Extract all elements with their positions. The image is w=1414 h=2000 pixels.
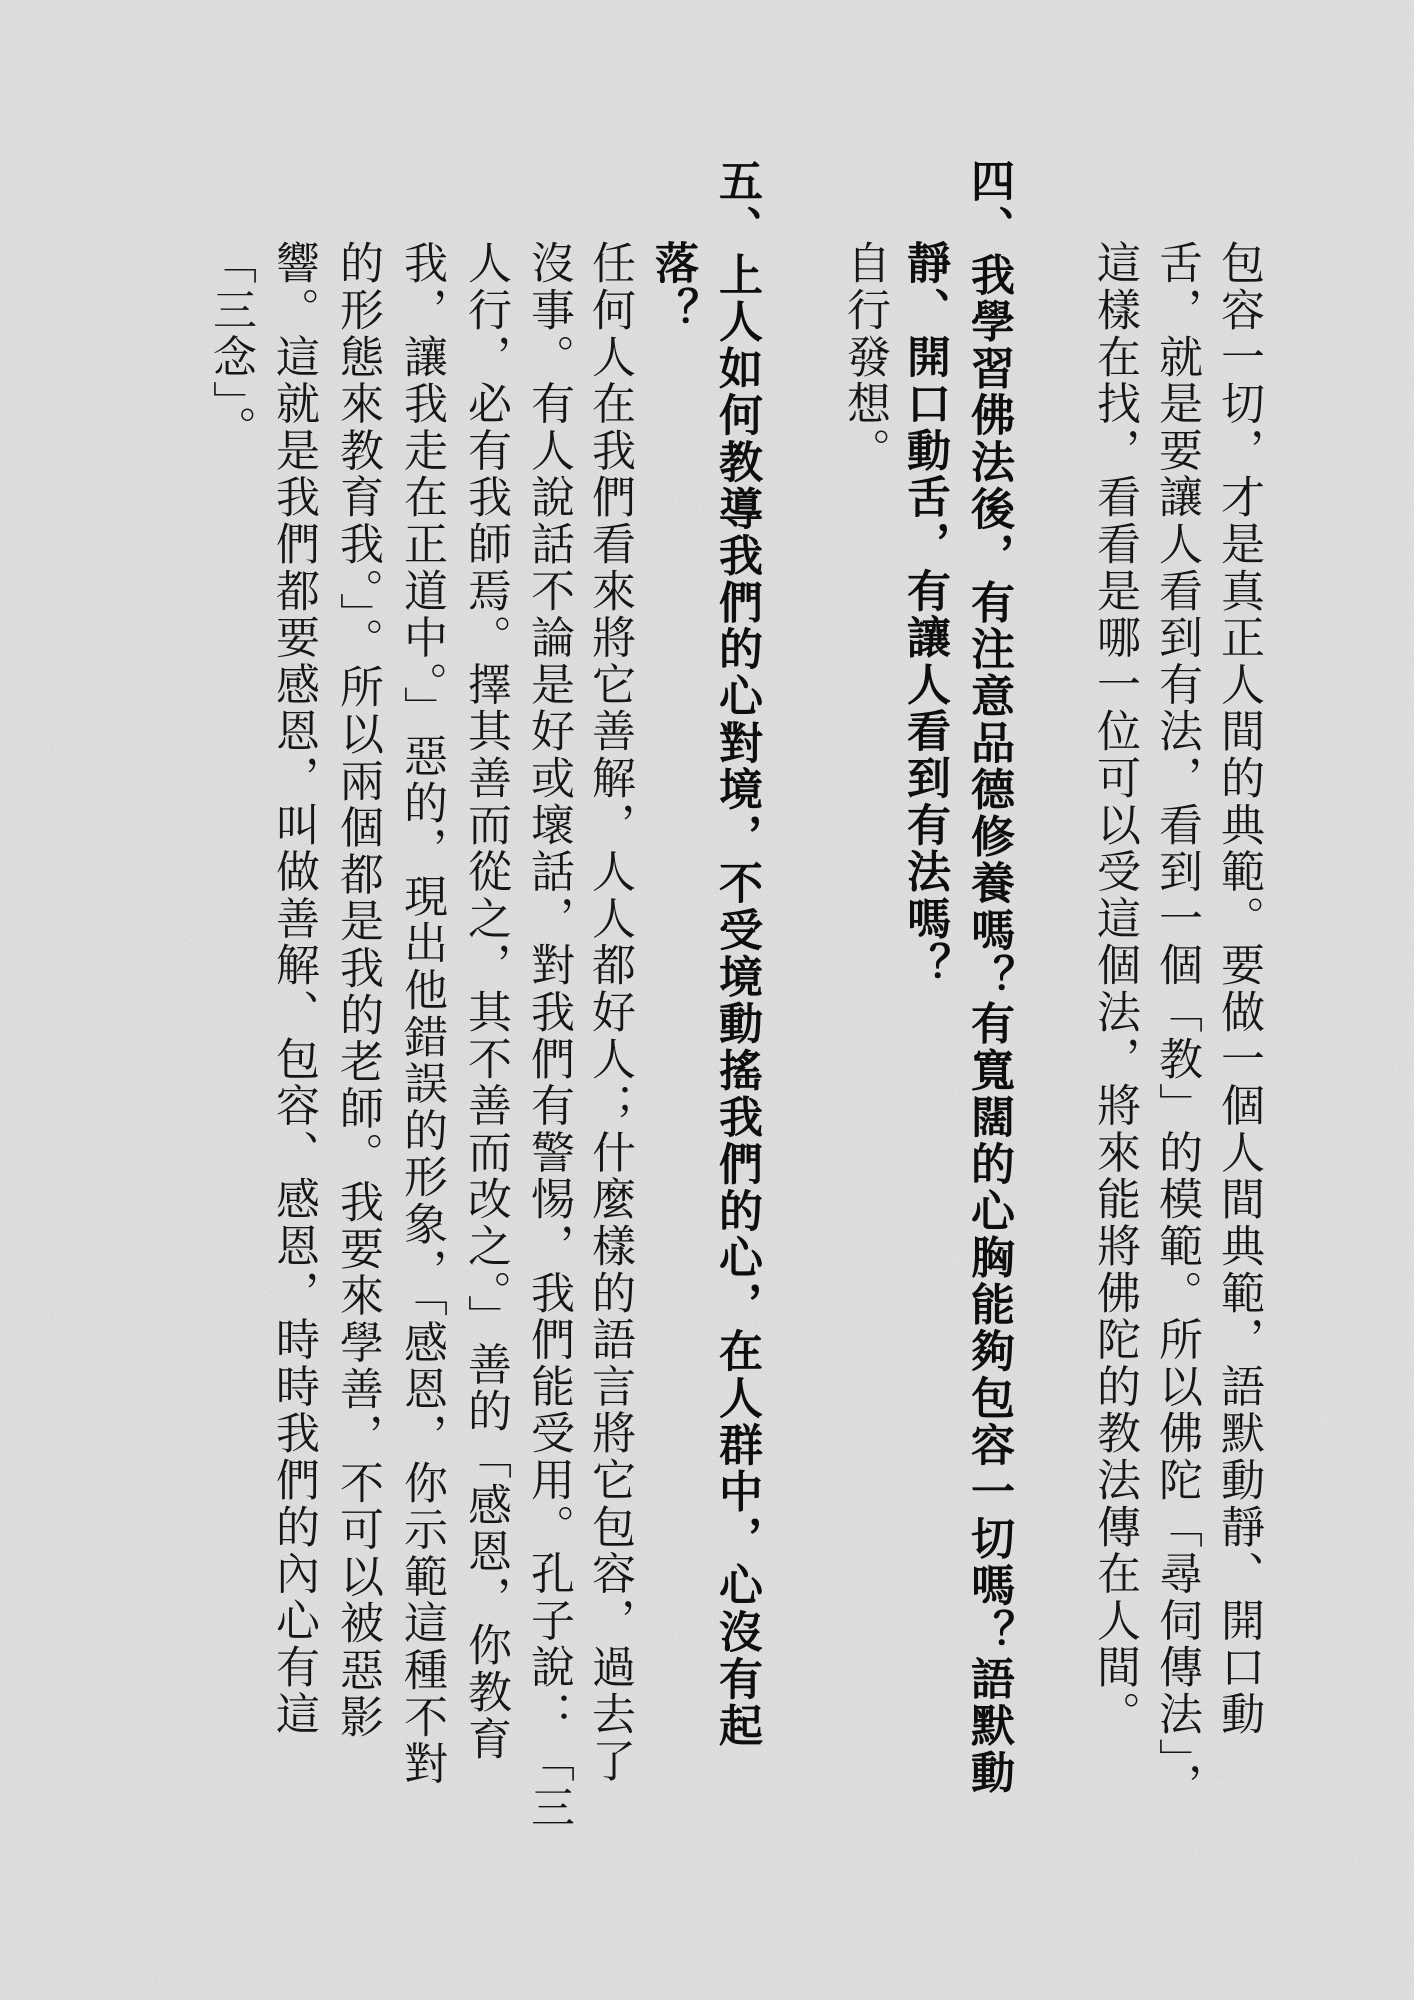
body-text-line: 包容一切，才是真正人間的典範。要做一個人間典範，語默動靜、開口動 [1213,240,1264,1738]
answer-text-line: 我，讓我走在正道中。」惡的，現出他錯誤的形象，「感恩，你示範這種不對 [396,240,447,1788]
body-text-line: 舌，就是要讓人看到有法，看到一個「教」的模範。所以佛陀「尋伺傳法」， [1151,240,1202,1810]
question-heading-line: 靜、開口動舌，有讓人看到有法嗎？ [899,240,950,989]
answer-text-line: 響。這就是我們都要感恩，叫做善解、包容、感恩，時時我們的內心有這 [268,240,319,1738]
answer-text-line: 人行，必有我師焉。擇其善而從之，其不善而改之。」善的「感恩，你教育 [460,240,511,1763]
question-heading-line: 落？ [647,240,698,334]
body-text-line: 這樣在找，看看是哪一位可以受這個法，將來能將佛陀的教法傳在人間。 [1089,240,1140,1738]
answer-text-line: 的形態來教育我。」。所以兩個都是我的老師。我要來學善，不可以被惡影 [332,240,383,1741]
question-heading-line: 五、上人如何教導我們的心對境，不受境動搖我們的心，在人群中，心沒有起 [711,158,762,1750]
answer-text-line: 自行發想。 [839,240,890,474]
answer-text-line: 「三念」。 [205,240,256,452]
answer-text-line: 任何人在我們看來將它善解，人人都好人；什麼樣的語言將它包容，過去了 [584,240,635,1785]
question-heading-line: 四、我學習佛法後，有注意品德修養嗎？有寬闊的心胸能夠包容一切嗎？語默動 [963,158,1014,1796]
answer-text-line: 沒事。有人說話不論是好或壞話，對我們有警惕，我們能受用。孔子說：「三 [523,240,574,1832]
